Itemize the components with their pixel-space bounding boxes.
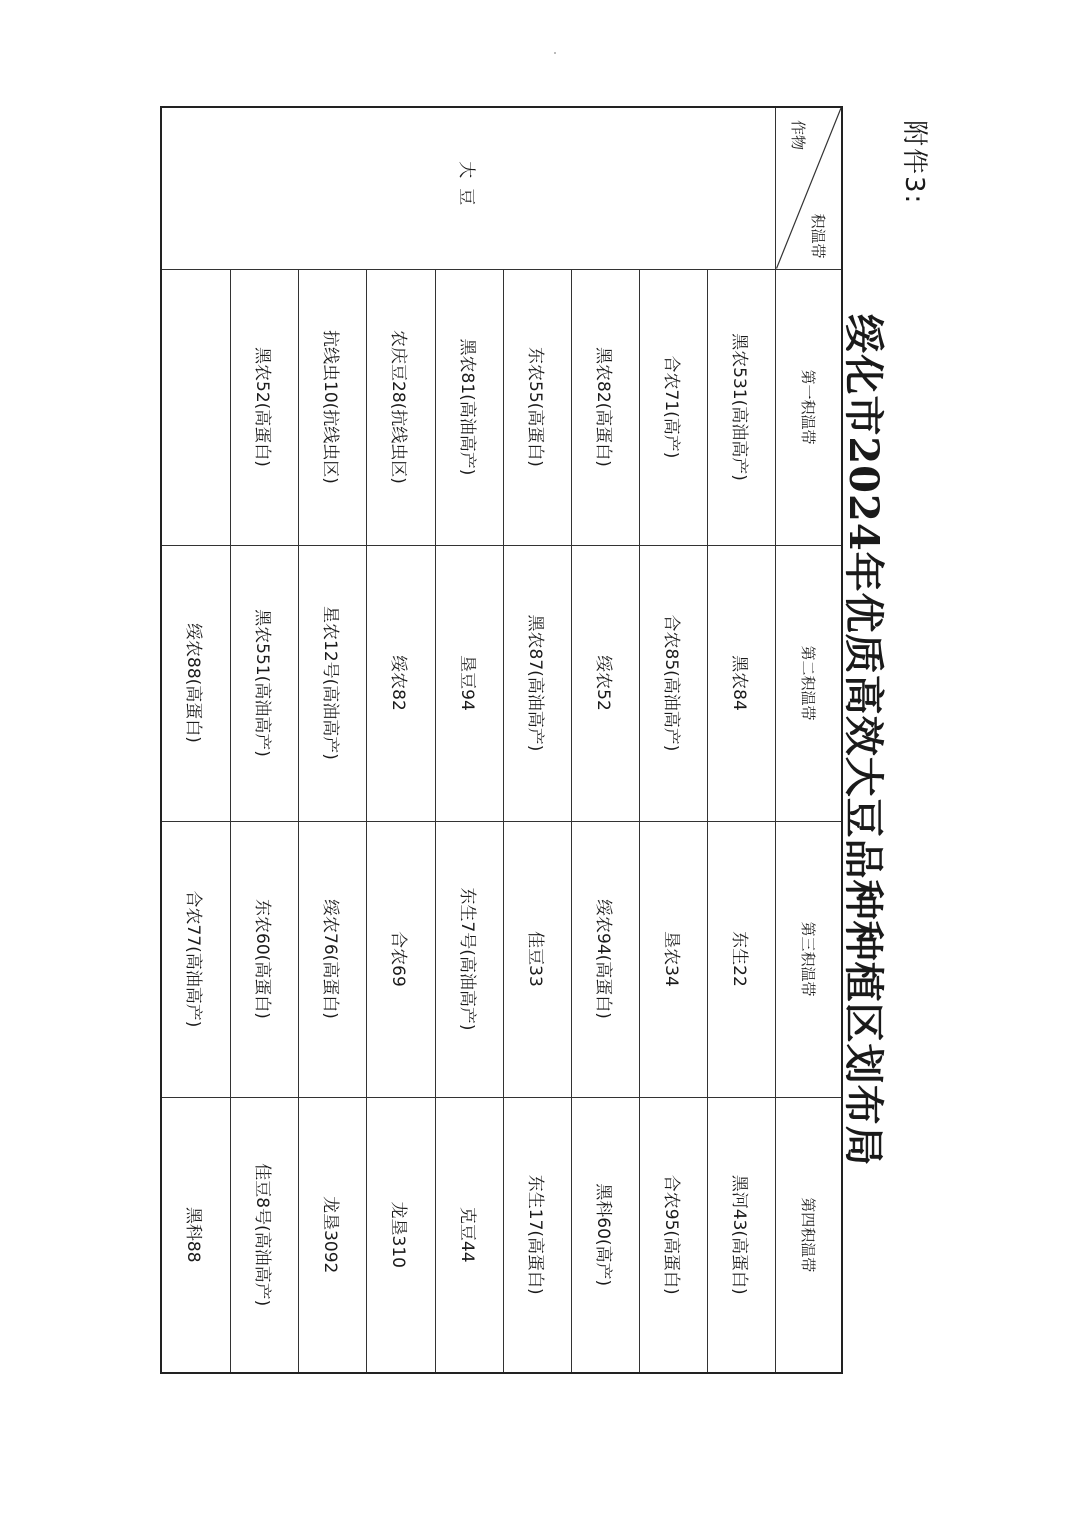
table-cell: 黑农531(高油高产): [708, 269, 776, 545]
table-row: [640, 107, 708, 1373]
table-cell: 黑科60(高产): [571, 1097, 639, 1373]
table-cell: 东生7号(高油高产): [435, 821, 503, 1097]
table-cell: 东生17(高蛋白): [503, 1097, 571, 1373]
table-cell: 绥农76(高蛋白): [299, 821, 367, 1097]
table-cell: 黑科88: [161, 1097, 231, 1373]
table-cell: 黑河43(高蛋白): [708, 1097, 776, 1373]
table-cell: 东生22: [708, 821, 776, 1097]
table-cell: 垦农34: [640, 821, 708, 1097]
header-zone-2: 第二积温带: [776, 545, 842, 821]
table-row: [571, 107, 639, 1373]
table-cell: 龙垦310: [367, 1097, 435, 1373]
header-zone-label: 积温带: [809, 213, 827, 259]
table-header-row: [776, 107, 842, 1373]
table-cell: 合农69: [367, 821, 435, 1097]
table-cell: 黑农551(高油高产): [231, 545, 299, 821]
table-cell: 绥农82: [367, 545, 435, 821]
table-cell: 佳豆33: [503, 821, 571, 1097]
table-cell: 黑农84: [708, 545, 776, 821]
table-cell: 绥农52: [571, 545, 639, 821]
table-cell: 农庆豆28(抗线虫区): [367, 269, 435, 545]
table-cell: 合农71(高产): [640, 269, 708, 545]
table-cell: 佳豆8号(高油高产): [231, 1097, 299, 1373]
table-cell: 东农60(高蛋白): [231, 821, 299, 1097]
table-row: [435, 107, 503, 1373]
header-crop-label: 作物: [789, 120, 808, 151]
table-cell: 合农85(高油高产): [640, 545, 708, 821]
table-cell: 黑农82(高蛋白): [571, 269, 639, 545]
table-cell: 克豆44: [435, 1097, 503, 1373]
crop-cell: 大豆: [161, 107, 776, 269]
document-title: 绥化市2024年优质高效大豆品种种植区划布局: [840, 313, 887, 1167]
table-cell: 黑农81(高油高产): [435, 269, 503, 545]
table-cell: 绥农94(高蛋白): [571, 821, 639, 1097]
table-row: [503, 107, 571, 1373]
table-row: [708, 107, 776, 1373]
header-zone-4: 第四积温带: [776, 1097, 842, 1373]
table-cell: 黑农52(高蛋白): [231, 269, 299, 545]
table-cell: 星农12号(高油高产): [299, 545, 367, 821]
table-cell: 垦豆94: [435, 545, 503, 821]
diagonal-header-cell: [776, 107, 842, 269]
attachment-label: 附件3:: [899, 120, 929, 206]
header-zone-3: 第三积温带: [776, 821, 842, 1097]
table-row: [299, 107, 367, 1373]
table-cell: 东农55(高蛋白): [503, 269, 571, 545]
table-row: [231, 107, 299, 1373]
table-cell: 抗线虫10(抗线虫区): [299, 269, 367, 545]
table-cell: 绥农88(高蛋白): [161, 545, 231, 821]
table-row: [367, 107, 435, 1373]
table-cell-empty: [161, 269, 231, 545]
table-cell: 黑农87(高油高产): [503, 545, 571, 821]
header-zone-1: 第一积温带: [776, 269, 842, 545]
table-cell: 合农95(高蛋白): [640, 1097, 708, 1373]
variety-zoning-table: [160, 106, 843, 1374]
table-row: [161, 107, 231, 1373]
table-cell: 合农77(高油高产): [161, 821, 231, 1097]
table-cell: 龙垦3092: [299, 1097, 367, 1373]
